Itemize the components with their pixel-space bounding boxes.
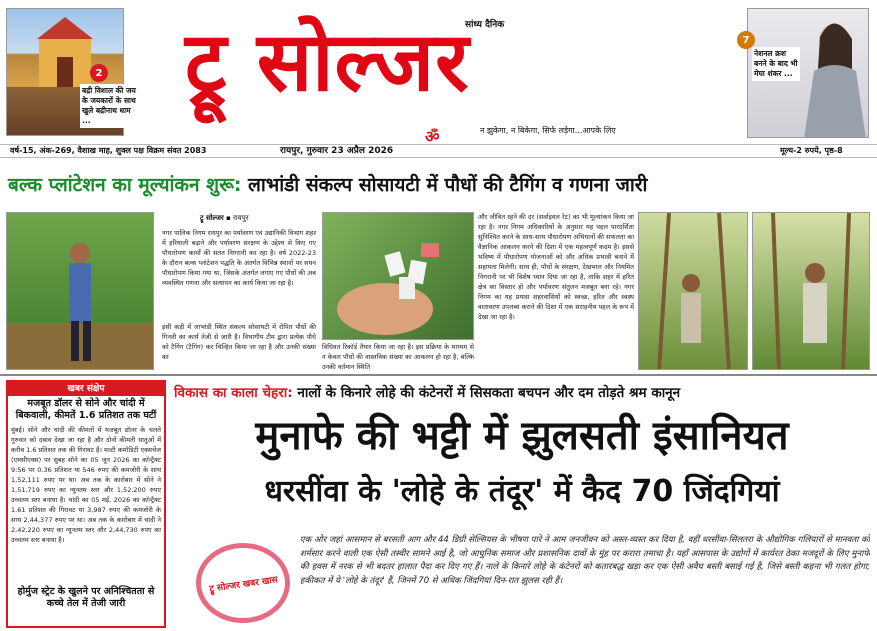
brief-headline-2[interactable]: होर्मुज स्ट्रेट के खुलने पर अनिश्चितता से कच्चे तेल में तेजी जारी: [17, 586, 155, 609]
exclusive-stamp-label: ट्रू सोल्जर खबर खास: [205, 570, 281, 595]
byline-brand: ट्रू सोल्जर: [200, 214, 224, 222]
lead-paragraph-1: नगर पालिक निगम रायपुर का पर्यावरण एवं उद्यानिकी विभाग शहर में हरियाली बढ़ाने और पर्यावरण संरक्षण के उद्देश्य से किए गए पौधारोपण कार्यों की सतत निगरानी कर रहा है। वर्ष 2022-23 के दौरान बल्क प्लांटेशन पद्धति के अंतर्गत विभिन्न स्थानों पर सघन पौधारोपण किया गया था, जिसके अंतर्गत लगाए गए पौधों की अब व्यवस्थित गणना और सत्यापन का कार्य किया जा रहा है।: [162, 229, 316, 287]
plantation-photo-3[interactable]: [752, 212, 870, 370]
feature-body: एक ओर जहां आसमान से बरसती आग और 44 डिग्री सेल्सियस के भीषण पारे ने आम जनजीवन को अस्त-व्यस्त कर दिया है, वहीं धरसींवा-सिलतरा के औद्योगिक गलियारों से मानवता को शर्मसार करने वाली एक ऐसी तस्वीर सामने आई है, जो आधुनिक समाज और प्रशासनिक दावों के मुंह पर करारा तमाचा है। यहाँ आसपास के उद्योगों में कार्यरत ठेका मजदूरों के लिए मुनाफे की हवस में नरक से भी बदतर हालात पैदा कर दिए गए हैं। नाले के किनारे लोहे के कंटेनरों को कतारबद्ध खड़ा कर एक ऐसी अवैध बस्ती बसाई गई है, जिसे बस्ती कहना भी गलत होगा; हकीकत में ये 'लोहे के तंदूर' हैं, जिनमें 70 से अधिक जिंदगियां दिन-रात झुलस रही हैं।: [300, 535, 870, 586]
volume-issue: वर्ष-15, अंक-269, वैशाख माह, शुक्ल पक्ष विक्रम संवत 2083: [10, 146, 207, 155]
lead-paragraph-2: इसी कड़ी में लाभांडी स्थित संकल्प सोसायटी में रोपित पौधों की गिनती का कार्य तेजी से जारी है। विभागीय टीम द्वारा प्रत्येक पौधे को टैगिंग (टैगिंग) कर चिन्हित किया जा रहा है और उनकी संख्या का: [162, 323, 316, 361]
lead-kicker: बल्क प्लांटेशन का मूल्यांकन शुरू:: [8, 174, 242, 196]
right-teaser-number: 7: [737, 31, 755, 49]
tags-in-hand-photo[interactable]: [322, 212, 474, 340]
left-teaser-text[interactable]: बद्री विशाल की जय के जयकारों के साथ खुले बद्रीनाथ धाम ...: [80, 84, 138, 128]
feature-subheadline[interactable]: [174, 384, 870, 402]
date-line: रायपुर, गुरुवार 23 अप्रैल 2026: [280, 146, 394, 156]
newspaper-logo[interactable]: ट्रू सोल्जर: [185, 15, 470, 110]
plantation-photo-1[interactable]: [6, 212, 154, 370]
feature-kicker: विकास का काला चेहरा:: [174, 385, 293, 401]
right-teaser-text[interactable]: नेशनल क्रश बनने के बाद भी मेघा शंकर ...: [752, 47, 800, 81]
exclusive-stamp: [196, 543, 290, 623]
feature-subhead: नालों के किनारे लोहे की कंटेनरों में सिसकता बचपन और दम तोड़ते श्रम कानून: [292, 385, 681, 401]
brief-headline-1[interactable]: मजबूत डॉलर से सोने और चांदी में बिकवाली, कीमतें 1.6 प्रतिशत तक घटीं: [15, 398, 157, 421]
date-bar: [0, 144, 877, 158]
lead-headline[interactable]: [8, 172, 868, 198]
lead-paragraph-3: विधिवत रिकॉर्ड तैयार किया जा रहा है। इस प्रक्रिया के माध्यम से न केवल पौधों की वास्तविक संख्या का आकलन हो रहा है, बल्कि उनकी वर्तमान स्थिति: [322, 343, 474, 371]
masthead: [0, 0, 877, 145]
plantation-photo-2[interactable]: [638, 212, 748, 370]
byline-place: रायपुर: [233, 214, 249, 222]
om-symbol: ॐ: [425, 127, 440, 146]
left-teaser-number: 2: [90, 64, 108, 82]
brief-body-1: मुंबई। सोने और चांदी की कीमतों में मजबूत डॉलर के चलते गुरुवार को दबाव देखा जा रहा है और दोनों कीमती धातुओं में करीब 1.6 प्रतिशत तक की गिरावट है। मल्टी कमोडिटी एक्सचेंज (एमसीएक्स) पर सुबह सोने का 05 जून 2026 का कॉन्ट्रैक्ट 9:56 पर 0.36 प्रतिशत या 546 रुपए की कमजोरी के साथ 1,52,111 रुपए पर था। अब तक के कारोबार में सोने ने 1,51,719 रुपए का न्यूनतम स्तर और 1,52,200 रुपए उच्चतम स्तर बनाया है। चांदी का 05 मई, 2026 का कॉन्ट्रैक्ट 1.61 प्रतिशत की गिरावट या 3,987 रुपए की कमजोरी के साथ 2,44,377 रुपए पर था। अब तक के कारोबार में चांदी ने 2,42,220 रुपए का न्यूनतम स्तर और 2,44,730 रुपए का उच्चतम स्तर बनाया है।: [11, 426, 161, 544]
price-pages: मूल्य-2 रुपये, पृष्ठ-8: [780, 146, 843, 155]
section-divider: [0, 374, 877, 376]
tags-illustration: [323, 213, 474, 340]
feature-headline-2[interactable]: धरसींवा के 'लोहे के तंदूर' में कैद 70 जिंदगियां: [264, 474, 780, 509]
slogan: न झुकेगा, न बिकेगा, सिर्फ लड़ेगा...आपके लिए: [480, 126, 616, 135]
lead-byline: ट्रू सोल्जर ▪ रायपुर: [200, 214, 249, 222]
brief-title: खबर संक्षेप: [8, 382, 164, 396]
news-brief-box: [6, 380, 166, 628]
lead-paragraph-4: और जीवित रहने की दर (सर्वाइवल रेट) का भी मूल्यांकन किया जा रहा है। नगर निगम अधिकारियों के अनुसार यह पहल पारदर्शिता सुनिश्चित करने के साथ-साथ पौधारोपण अभियानों की सफलता का वैज्ञानिक आकलन करने की दिशा में एक महत्वपूर्ण कदम है। इससे भविष्य में पौधारोपण योजनाओं को और अधिक प्रभावी बनाने में सहायता मिलेगी। साथ ही, पौधों के संरक्षण, देखभाल और नियमित निगरानी पर भी विशेष ध्यान दिया जा रहा है, ताकि शहर में हरित क्षेत्र का विस्तार हो और पर्यावरण संतुलन मजबूत बना रहे। नगर निगम का यह प्रयास शहरवासियों को स्वच्छ, हरित और स्वस्थ वातावरण उपलब्ध कराने की दिशा में एक सराहनीय पहल के रूप में देखा जा रहा है।: [478, 213, 634, 321]
lead-title: लाभांडी संकल्प सोसायटी में पौधों की टैगिंग व गणना जारी: [241, 174, 648, 196]
lead-column-2: [322, 342, 474, 374]
lead-column-1b: [162, 322, 316, 372]
feature-headline-1[interactable]: मुनाफे की भट्टी में झुलसती इंसानियत: [255, 413, 789, 459]
plantation-scene-1: [7, 213, 154, 370]
tagline-top: सांध्य दैनिक: [465, 20, 505, 30]
plantation-scene-2: [639, 213, 748, 370]
plantation-scene-3: [753, 213, 870, 370]
lead-column-3: [478, 212, 634, 372]
